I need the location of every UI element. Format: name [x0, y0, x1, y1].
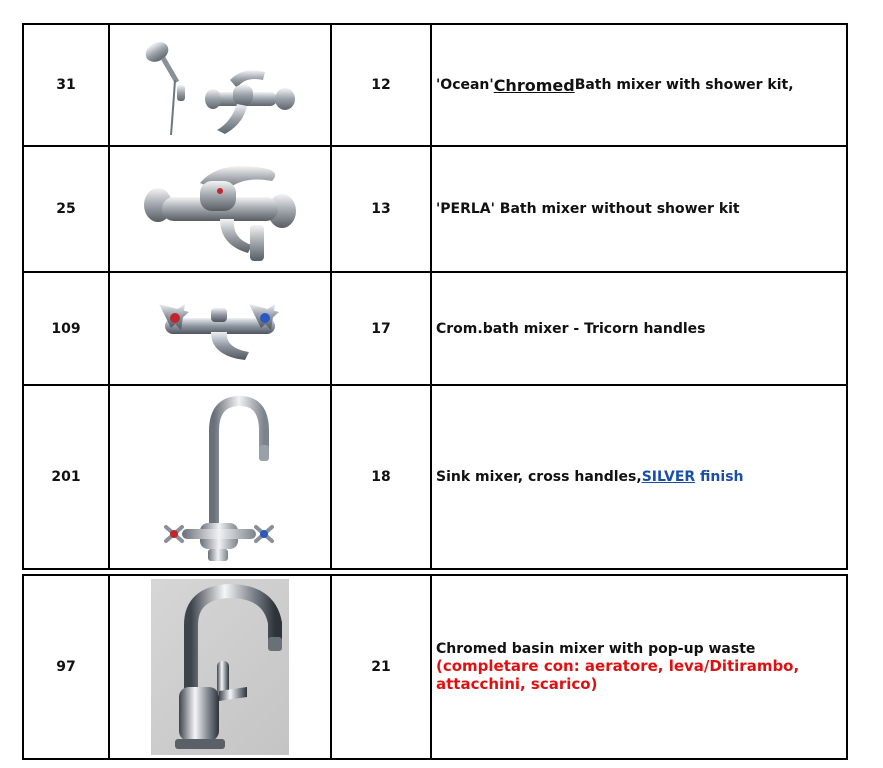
silver-link[interactable]: SILVER [641, 469, 696, 485]
basin-mixer-photo [151, 579, 289, 755]
product-code: 25 [24, 147, 110, 271]
table-row [22, 386, 848, 570]
basin-mixer-popup-image [151, 579, 289, 755]
desc-emphasis: Chromed [493, 75, 575, 95]
product-code: 201 [24, 386, 110, 568]
product-code: 31 [24, 25, 110, 145]
product-description [432, 576, 846, 758]
bath-mixer-single-lever-image [140, 153, 300, 265]
desc-post: Bath mixer with shower kit, [574, 77, 794, 93]
table-row [22, 273, 848, 386]
product-qty: 13 [332, 147, 432, 271]
table-row [22, 574, 848, 760]
table-row [22, 23, 848, 147]
desc-pre: 'Ocean' [436, 77, 494, 93]
product-code: 109 [24, 273, 110, 384]
product-image-cell [110, 25, 332, 145]
bath-mixer-shower-kit-image [135, 30, 305, 140]
product-description: 'PERLA' Bath mixer without shower kit [436, 201, 740, 217]
product-image-cell [110, 386, 332, 568]
note-line-2: attacchini, scarico) [436, 675, 598, 693]
product-description [432, 25, 846, 145]
desc-pre: Sink mixer, cross handles, [436, 469, 642, 485]
table-row [22, 147, 848, 273]
product-image-cell [110, 273, 332, 384]
product-qty: 21 [332, 576, 432, 758]
desc-post: finish [695, 469, 744, 485]
product-qty: 12 [332, 25, 432, 145]
product-qty: 17 [332, 273, 432, 384]
product-description: Crom.bath mixer - Tricorn handles [436, 320, 706, 337]
product-code: 97 [24, 576, 110, 758]
desc-line-1: Chromed basin mixer with pop-up waste [436, 641, 756, 657]
product-table [22, 23, 848, 760]
sink-mixer-cross-image [160, 391, 280, 563]
note-line-1: (completare con: aeratore, leva/Ditirambo, [436, 657, 800, 675]
product-image-cell [110, 576, 332, 758]
bath-mixer-tricorn-image [145, 284, 295, 374]
product-description [432, 386, 846, 568]
product-qty: 18 [332, 386, 432, 568]
silver-finish-text [642, 469, 744, 485]
product-image-cell [110, 147, 332, 271]
